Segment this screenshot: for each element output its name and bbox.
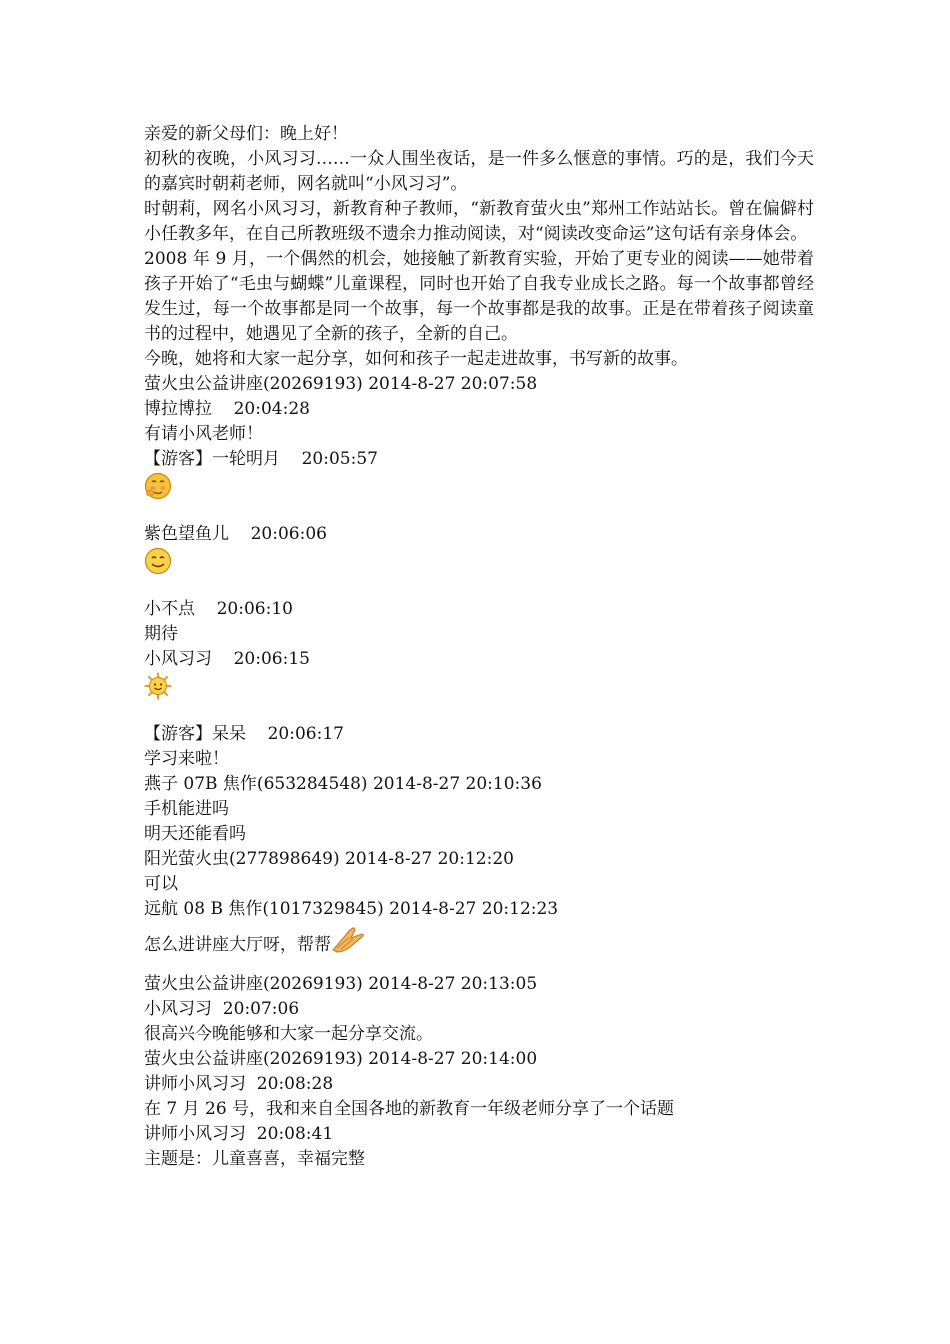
chat-header: 萤火虫公益讲座(20269193) 2014-8-27 20:14:00: [144, 1049, 538, 1069]
chat-header: 燕子 07B 焦作(653284548) 2014-8-27 20:10:36: [144, 774, 542, 794]
chat-header: 讲师小风习习 20:08:28: [144, 1074, 334, 1094]
document-page: [144, 122, 814, 1172]
chat-header: 小不点 20:06:10: [144, 599, 293, 619]
chat-message: 有请小风老师！: [144, 424, 263, 444]
intro-paragraph-4: 今晚，她将和大家一起分享，如何和孩子一起走进故事，书写新的故事。: [144, 349, 688, 369]
chat-header: 阳光萤火虫(277898649) 2014-8-27 20:12:20: [144, 849, 514, 869]
chat-message: 学习来啦！: [144, 749, 229, 769]
sun-face-icon: [144, 672, 172, 700]
chat-message: 可以: [144, 874, 178, 894]
intro-paragraph-2: 时朝莉，网名小风习习，新教育种子教师，“新教育萤火虫”郑州工作站站长。曾在偏僻村小任教多年，在自己所教班级不遗余力推动阅读，对“阅读改变命运”这句话有亲身体会。: [144, 199, 814, 244]
chat-header: 小风习习 20:06:15: [144, 649, 310, 669]
intro-paragraph-3: 2008 年 9 月，一个偶然的机会，她接触了新教育实验，开始了更专业的阅读——她带着孩子开始了“毛虫与蝴蝶”儿童课程，同时也开始了自我专业成长之路。每一个故事都曾经发生过，每一个故事都是同一个故事，每一个故事都是我的故事。正是在带着孩子阅读童书的过程中，她遇见了全新的孩子，全新的自己。: [144, 249, 814, 344]
chat-message: 手机能进吗: [144, 799, 229, 819]
chat-message: 明天还能看吗: [144, 824, 246, 844]
shy-face-icon: [144, 472, 172, 500]
chat-header: 博拉博拉 20:04:28: [144, 399, 310, 419]
chat-header: 【游客】呆呆 20:06:17: [144, 724, 344, 744]
emoji-row: [144, 472, 814, 522]
chat-header: 讲师小风习习 20:08:41: [144, 1124, 334, 1144]
emoji-row: [144, 672, 814, 722]
smile-face-icon: [144, 547, 172, 575]
chat-message-with-emoji: [144, 922, 814, 972]
chat-message: 主题是：儿童喜喜，幸福完整: [144, 1149, 365, 1169]
chat-header: 紫色望鱼儿 20:06:06: [144, 524, 327, 544]
greeting: 亲爱的新父母们：晚上好！: [144, 124, 348, 144]
chat-message: 怎么进讲座大厅呀，帮帮: [144, 935, 331, 955]
chat-header: 【游客】一轮明月 20:05:57: [144, 449, 378, 469]
chat-header: 萤火虫公益讲座(20269193) 2014-8-27 20:07:58: [144, 374, 538, 394]
chat-message: 很高兴今晚能够和大家一起分享交流。: [144, 1024, 433, 1044]
emoji-row: [144, 547, 814, 597]
praying-hands-icon: [331, 924, 365, 954]
chat-message: 期待: [144, 624, 178, 644]
chat-message: 在 7 月 26 号，我和来自全国各地的新教育一年级老师分享了一个话题: [144, 1099, 675, 1119]
chat-header: 小风习习 20:07:06: [144, 999, 300, 1019]
chat-header: 远航 08 B 焦作(1017329845) 2014-8-27 20:12:23: [144, 899, 559, 919]
chat-header: 萤火虫公益讲座(20269193) 2014-8-27 20:13:05: [144, 974, 538, 994]
intro-paragraph-1: 初秋的夜晚，小风习习……一众人围坐夜话，是一件多么惬意的事情。巧的是，我们今天的嘉宾时朝莉老师，网名就叫“小风习习”。: [144, 149, 814, 194]
